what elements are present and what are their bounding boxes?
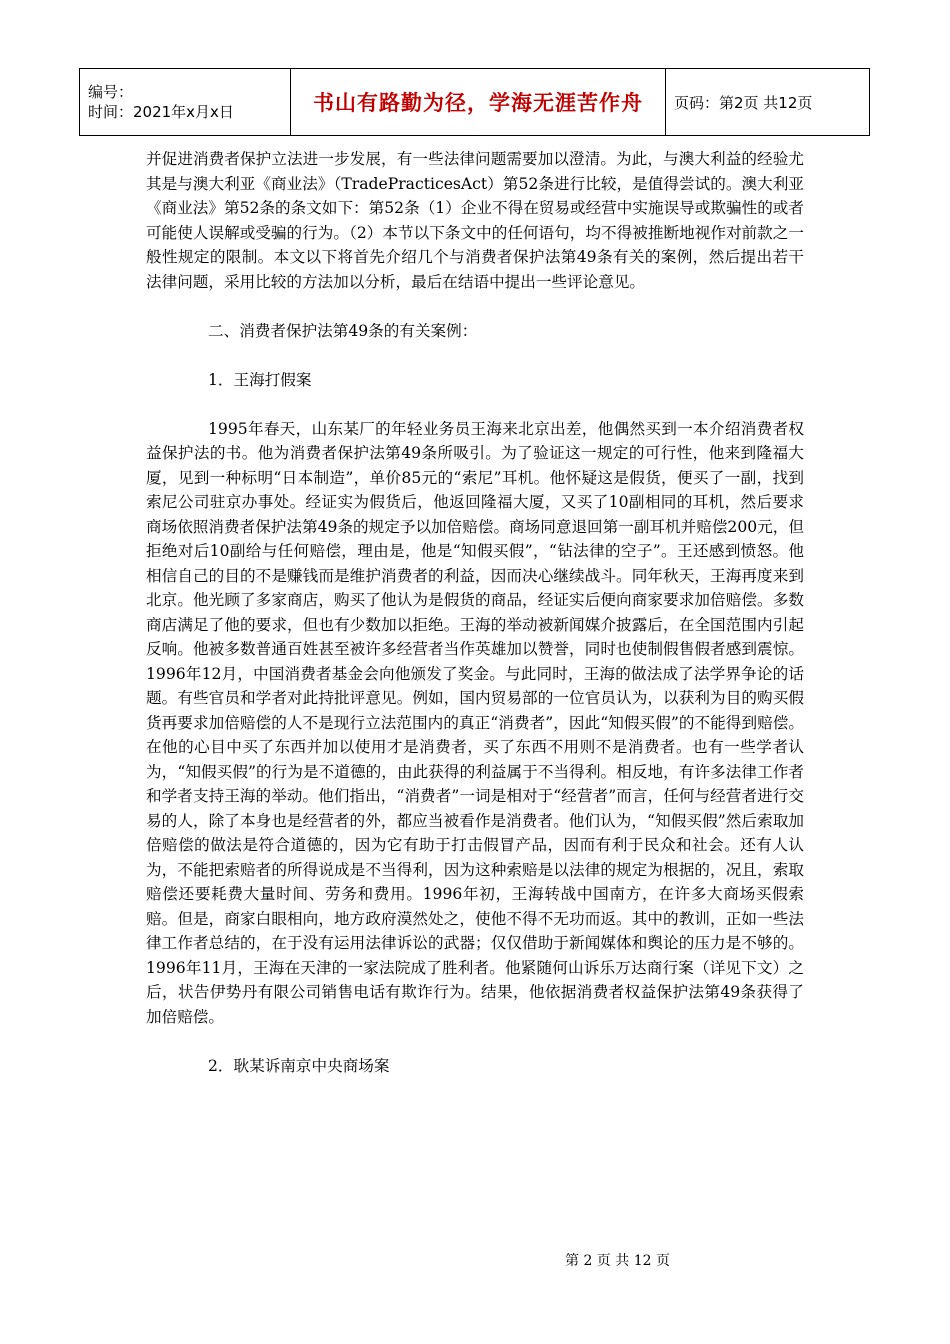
case2-heading: 2．耿某诉南京中央商场案 [208,1056,390,1075]
header-page-cell [666,69,870,136]
header-motto-cell [291,69,666,136]
header-motto: 书山有路勤为径，学海无涯苦作舟 [313,91,643,115]
header-left-cell [80,69,291,136]
document-number-label: 编号： [88,83,134,101]
document-body [146,147,804,1078]
case1-body: 1995年春天，山东某厂的年轻业务员王海来北京出差，他偶然买到一本介绍消费者权益保护法的书。他为消费者保护法第49条所吸引。为了验证这一规定的可行性，他来到隆福大厦，见到一种标明“日本制造”，单价85元的“索尼”耳机。他怀疑这是假货，便买了一副，找到索尼公司驻京办事处。经证实为假货后，他返回隆福大厦，又买了10副相同的耳机，然后要求商场依照消费者保护法第49条的规定予以加倍赔偿。商场同意退回第一副耳机并赔偿200元，但拒绝对后10副给与任何赔偿，理由是，他是“知假买假”，“钻法律的空子”。王还感到愤怒。他相信自己的目的不是赚钱而是维护消费者的利益，因而决心继续战斗。同年秋天，王海再度来到北京。他光顾了多家商店，购买了他认为是假货的商品，经证实后便向商家要求加倍赔偿。多数商店满足了他的要求，但也有少数加以拒绝。王海的举动被新闻媒介披露后，在全国范围内引起反响。他被多数普通百姓甚至被许多经营者当作英雄加以赞誉，同时也使制假售假者感到震惊。1996年12月，中国消费者基金会向他颁发了奖金。与此同时，王海的做法成了法学界争论的话题。有些官员和学者对此持批评意见。例如，国内贸易部的一位官员认为，以获利为目的购买假货再要求加倍赔偿的人不是现行立法范围内的真正“消费者”，因此“知假买假”的不能得到赔偿。在他的心目中买了东西并加以使用才是消费者，买了东西不用则不是消费者。也有一些学者认为，“知假买假”的行为是不道德的，由此获得的利益属于不当得利。相反地，有许多法律工作者和学者支持王海的举动。他们指出，“消费者”一词是相对于“经营者”而言，任何与经营者进行交易的人，除了本身也是经营者的外，都应当被看作是消费者。他们认为，“知假买假”然后索取加倍赔偿的做法是符合道德的，因为它有助于打击假冒产品，因而有利于民众和社会。还有人认为，不能把索赔者的所得说成是不当得利，因为这种索赔是以法律的规定为根据的，况且，索取赔偿还要耗费大量时间、劳务和费用。1996年初，王海转战中国南方，在许多大商场买假索赔。但是，商家白眼相向，地方政府漠然处之，使他不得不无功而返。其中的教训，正如一些法律工作者总结的，在于没有运用法律诉讼的武器；仅仅借助于新闻媒体和舆论的压力是不够的。1996年11月，王海在天津的一家法院成了胜利者。他紧随何山诉乐万达商行案（详见下文）之后，状告伊势丹有限公司销售电话有欺诈行为。结果，他依据消费者权益保护法第49条获得了加倍赔偿。 [146,419,804,1026]
case1-heading: 1．王海打假案 [208,370,312,389]
section-heading: 二、消费者保护法第49条的有关案例： [208,321,478,340]
intro-paragraph: 并促进消费者保护立法进一步发展，有一些法律问题需要加以澄清。为此，与澳大利益的经验尤其是与澳大利亚《商业法》（TradePracticesAct）第52条进行比较，是值得尝试的。澳大利亚《商业法》第52条的条文如下：第52条（1）企业不得在贸易或经营中实施误导或欺骗性的或者可能使人误解或受骗的行为。（2）本节以下条文中的任何语句，均不得被推断地视作对前款之一般性规定的限制。本文以下将首先介绍几个与消费者保护法第49条有关的案例，然后提出若干法律问题，采用比较的方法加以分析，最后在结语中提出一些评论意见。 [146,150,804,291]
header-page-label: 页码：第2页 共12页 [674,93,813,112]
page-footer: 第 2 页 共 12 页 [565,1253,670,1269]
document-date-label: 时间：2021年x月x日 [88,103,234,121]
page-header-table [79,68,870,136]
